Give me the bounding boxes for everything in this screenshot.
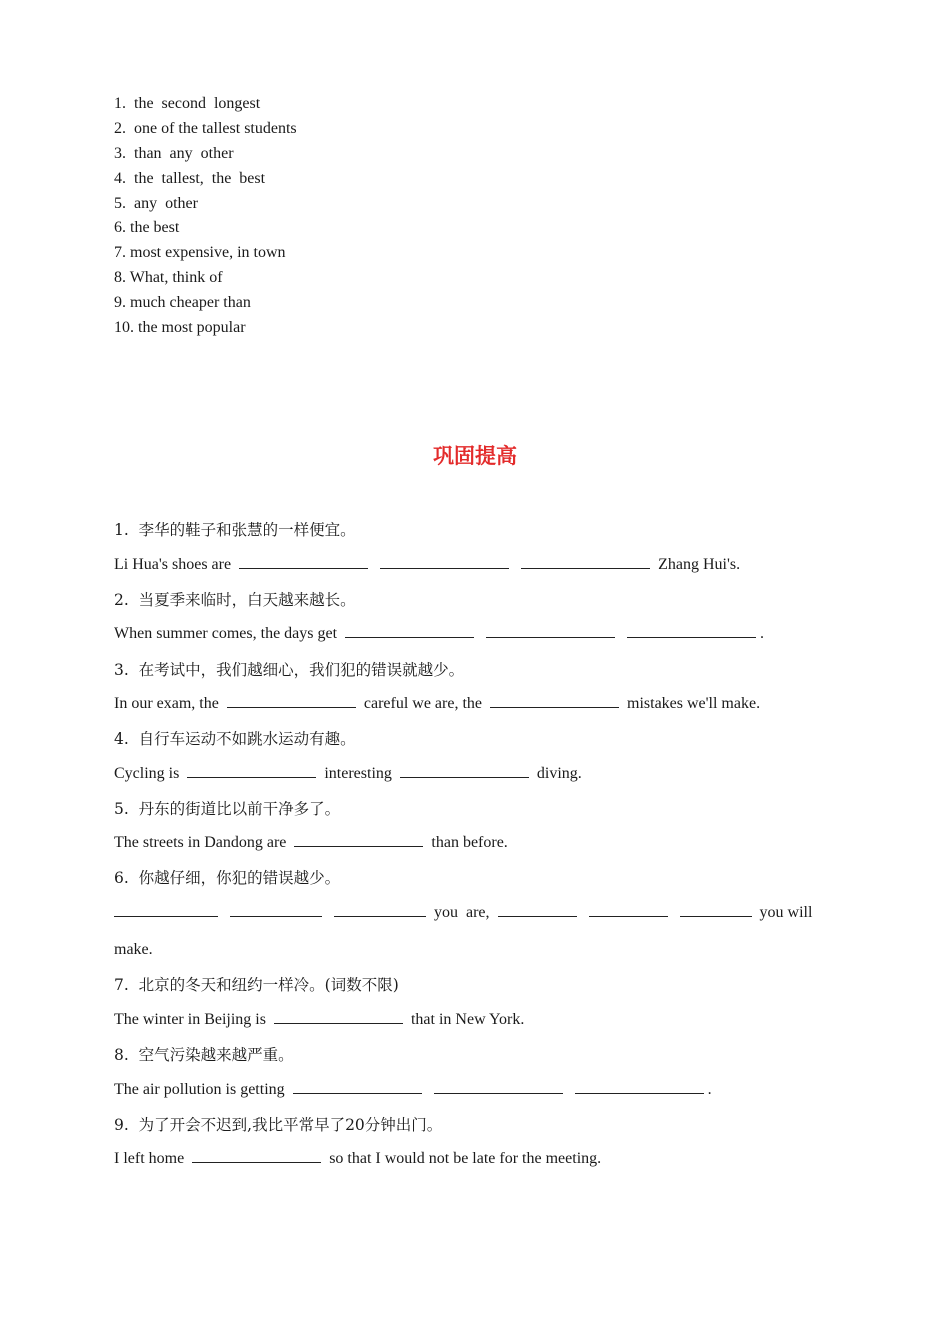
question-chinese: 8. 空气污染越来越严重。 (114, 1046, 294, 1064)
answer-item: 6. the best (114, 219, 180, 237)
question-english (114, 1148, 601, 1170)
answer-blank[interactable] (294, 832, 423, 847)
answer-blank[interactable] (230, 902, 322, 917)
question-chinese: 5. 丹东的街道比以前干净多了。 (114, 800, 341, 818)
question-text: . (760, 625, 765, 642)
question-text: Zhang Hui's. (658, 556, 741, 573)
question-text: than before. (431, 834, 508, 851)
question-text: . (707, 1081, 712, 1098)
answer-blank[interactable] (498, 902, 577, 917)
question-text: When summer comes, the days get (114, 625, 338, 642)
answer-blank[interactable] (400, 763, 529, 778)
question-chinese: 6. 你越仔细，你犯的错误越少。 (114, 869, 341, 887)
answer-item: 8. What, think of (114, 269, 223, 287)
question-text: The streets in Dandong are (114, 834, 287, 851)
answer-blank[interactable] (114, 902, 218, 917)
question-text: The air pollution is getting (114, 1081, 285, 1098)
question-text: Li Hua's shoes are (114, 556, 232, 573)
answer-item: 2. one of the tallest students (114, 119, 297, 137)
question-text: interesting (324, 765, 392, 782)
question-english (114, 763, 582, 785)
question-text: you will (759, 904, 813, 921)
question-chinese: 7. 北京的冬天和纽约一样冷。(词数不限) (114, 976, 399, 994)
question-chinese: 4. 自行车运动不如跳水运动有趣。 (114, 730, 356, 748)
question-chinese: 9. 为了开会不迟到,我比平常早了20分钟出门。 (114, 1116, 443, 1134)
answer-blank[interactable] (490, 693, 619, 708)
question-text: diving. (536, 765, 582, 782)
answer-item: 10. the most popular (114, 319, 246, 337)
answer-item: 1. the second longest (114, 95, 261, 112)
section-title: 巩固提高 (433, 444, 517, 468)
question-english (114, 832, 508, 854)
answer-blank[interactable] (227, 693, 356, 708)
answer-key-list (114, 92, 297, 341)
question-text: Cycling is (114, 765, 180, 782)
answer-blank[interactable] (486, 623, 615, 638)
answer-blank[interactable] (589, 902, 668, 917)
question-english (114, 623, 764, 645)
question-english (114, 554, 740, 576)
answer-blank[interactable] (187, 763, 316, 778)
question-text: The winter in Beijing is (114, 1011, 266, 1028)
question-text: you are, (434, 904, 490, 921)
question-text: In our exam, the (114, 695, 219, 712)
answer-blank[interactable] (345, 623, 474, 638)
question-text: careful we are, the (363, 695, 482, 712)
answer-blank[interactable] (680, 902, 752, 917)
answer-blank[interactable] (380, 554, 509, 569)
answer-blank[interactable] (293, 1079, 422, 1094)
question-english (114, 1079, 712, 1101)
question-chinese: 2. 当夏季来临时，白天越来越长。 (114, 591, 356, 609)
answer-blank[interactable] (521, 554, 650, 569)
question-english (114, 902, 812, 924)
question-english (114, 1009, 524, 1031)
answer-item: 5. any other (114, 194, 198, 212)
answer-item: 3. than any other (114, 144, 234, 162)
answer-item: 4. the tallest, the best (114, 169, 266, 187)
question-text: that in New York. (410, 1011, 525, 1028)
question-text: I left home (114, 1150, 185, 1167)
answer-blank[interactable] (239, 554, 368, 569)
answer-item: 7. most expensive, in town (114, 244, 286, 262)
answer-item: 9. much cheaper than (114, 294, 251, 312)
answer-blank[interactable] (274, 1009, 403, 1024)
question-chinese: 1. 李华的鞋子和张慧的一样便宜。 (114, 521, 356, 539)
answer-blank[interactable] (334, 902, 426, 917)
answer-blank[interactable] (434, 1079, 563, 1094)
answer-blank[interactable] (627, 623, 756, 638)
question-text: so that I would not be late for the meeting. (329, 1150, 602, 1167)
answer-blank[interactable] (575, 1079, 704, 1094)
question-chinese: 3. 在考试中，我们越细心，我们犯的错误就越少。 (114, 661, 465, 679)
question-english (114, 693, 760, 715)
answer-blank[interactable] (192, 1148, 321, 1163)
question-english-continued: make. (114, 941, 153, 958)
question-text: mistakes we'll make. (627, 695, 761, 712)
